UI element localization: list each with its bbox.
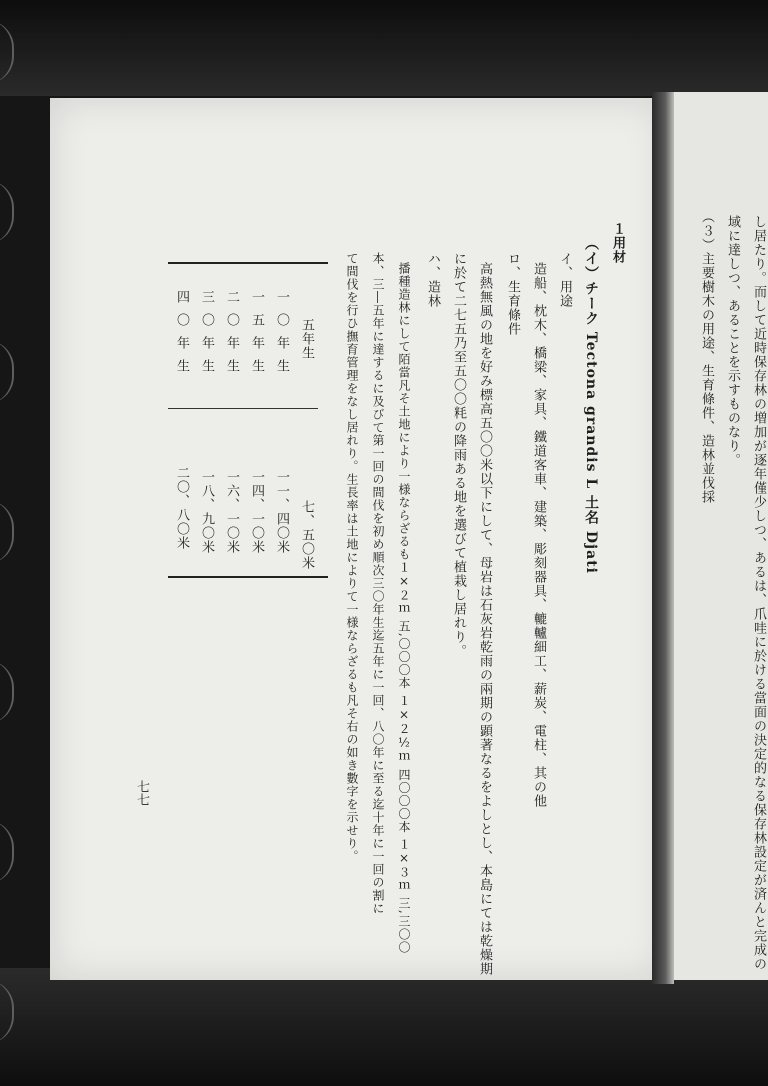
usage-heading: イ、用途 (557, 252, 572, 308)
table-middle-rule (168, 408, 318, 409)
right-page-line-2: 域に達しつ、あることを示すものなり。 (725, 215, 740, 467)
growth-text-1: 高熱無風の地を好み標高五〇〇米以下にして、母岩は石灰岩乾雨の兩期の顕著なるをよしとし、本島にては乾燥期 (477, 262, 492, 976)
forest-heading: ハ、造林 (425, 252, 440, 308)
table-bottom-rule (168, 576, 328, 578)
book-spine (652, 92, 674, 984)
forest-text-3: て間伐を行ひ撫育管理をなし居れり。生長率は土地によりて一様ならざるも凡そ右の如き數字を示せり。 (345, 252, 359, 863)
species-heading: （イ）チーク Tectona grandis L 土名 Djati (583, 236, 599, 574)
growth-text-2: に於て二七五乃至五〇〇粍の降雨ある地を選びて植栽し居れり。 (451, 252, 466, 658)
table-height-cell: 一六、一〇米 (224, 470, 239, 554)
table-age-cell: 四〇年生 (174, 290, 189, 382)
table-age-cell: 一五年生 (249, 290, 264, 382)
scan-backdrop-bottom (0, 968, 768, 1086)
table-top-rule (168, 262, 328, 264)
right-page-line-1: し居たり。而して近時保存林の増加が逐年僅少しつ、あるは、爪哇に於ける當面の決定的なる保存林設定が済んと完成の (751, 215, 766, 971)
binder-ring (0, 180, 14, 244)
table-age-cell: 五年生 (299, 318, 314, 360)
binder-ring (0, 500, 14, 564)
scan-backdrop-top (0, 0, 768, 96)
table-age-cell: 二〇年生 (224, 290, 239, 382)
table-age-cell: 一〇年生 (274, 290, 289, 382)
binder-ring (0, 340, 14, 404)
growth-heading: ロ、生育條件 (505, 252, 520, 336)
table-height-cell: 一一、四〇米 (274, 470, 289, 554)
table-age-cell: 三〇年生 (199, 290, 214, 382)
page-number: 七七 (134, 780, 149, 806)
table-height-cell: 二〇、八〇米 (174, 466, 189, 550)
forest-text-2: 本、三―五年に達するに及びて第一回の間伐を初め順次三〇年生迄五年に一回、八〇年に至る迄十年に一回の割に (371, 252, 385, 915)
usage-text: 造船、枕木、橋梁、家具、鐵道客車、建築、彫刻器具、轆轤細工、薪炭、電柱、其の他 (531, 262, 546, 808)
table-height-cell: 一四、一〇米 (249, 470, 264, 554)
forest-text-1: 播種造林にして陌當凡そ土地により一様ならざるも１×２ｍ 五,〇〇〇本 １×２½ｍ 四〇〇〇本 １×３ｍ 三,三〇〇 (397, 262, 411, 954)
section-heading: １用材 (610, 222, 625, 264)
table-height-cell: 一八、九〇米 (199, 470, 214, 554)
binder-ring (0, 660, 14, 724)
table-height-cell: 七、五〇米 (299, 500, 314, 570)
right-page-heading-3: （３）主要樹木の用途、生育條件、造林並伐採 (699, 210, 714, 504)
binder-ring (0, 820, 14, 884)
